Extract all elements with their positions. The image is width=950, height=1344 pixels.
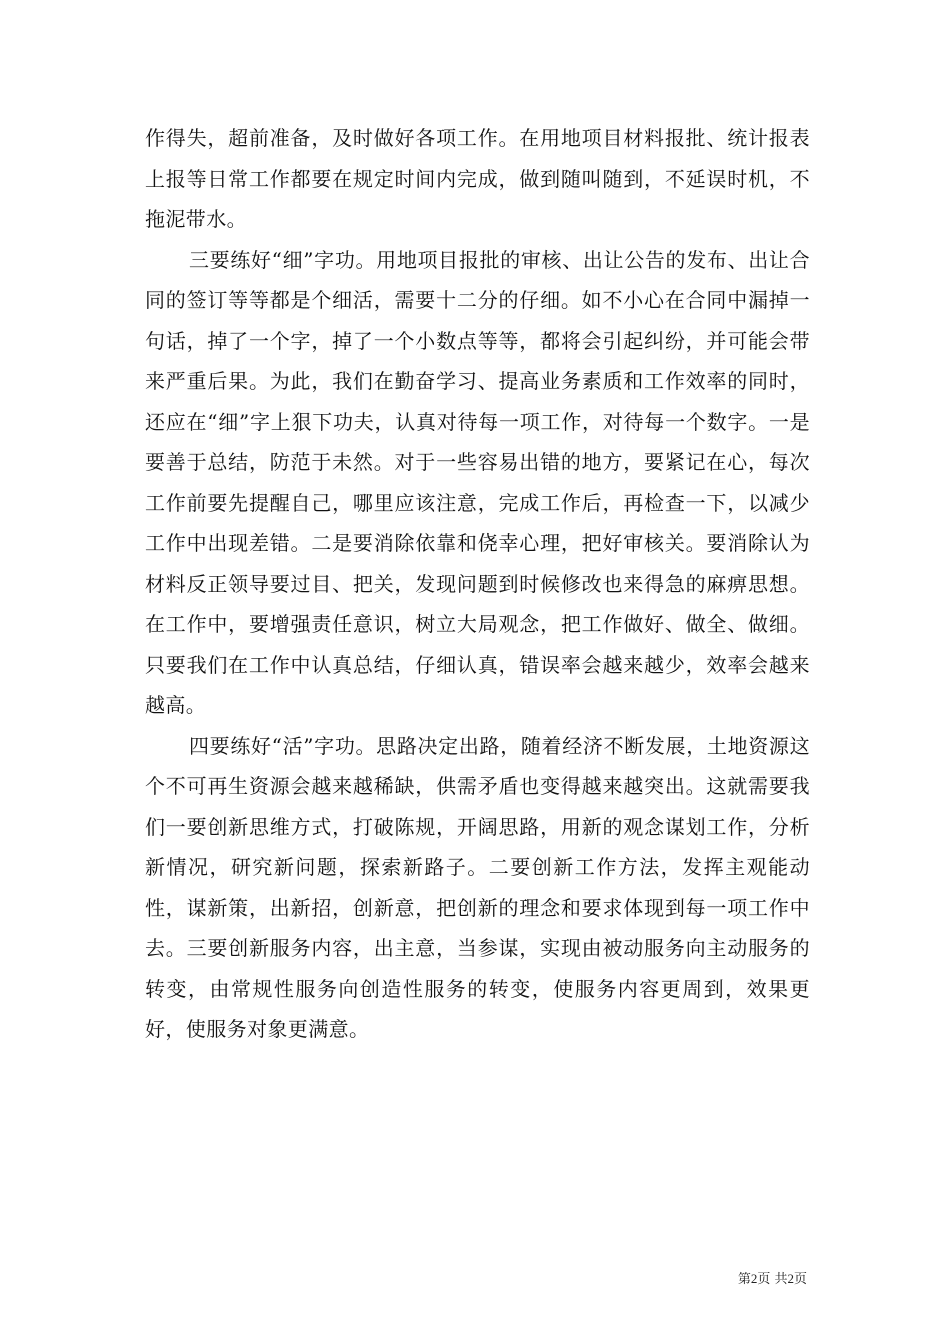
document-body — [145, 118, 810, 1050]
footer-page-number: 2 — [750, 1271, 758, 1286]
footer-prefix: 第 — [737, 1272, 751, 1287]
paragraph-huo-skill: 四要练好“活”字功。思路决定出路，随着经济不断发展，土地资源这个不可再生资源会越来越稀缺，供需矛盾也变得越来越突出。这就需要我们一要创新思维方式，打破陈规，开阔思路，用新的观念谋划工作，分析新情况，研究新问题，探索新路子。二要创新工作方法，发挥主观能动性，谋新策，出新招，创新意，把创新的理念和要求体现到每一项工作中去。三要创新服务内容，出主意，当参谋，实现由被动服务向主动服务的转变，由常规性服务向创造性服务的转变，使服务内容更周到，效果更好，使服务对象更满意。 — [145, 733, 810, 1041]
footer-suffix: 页 — [793, 1272, 807, 1287]
paragraph-continuation: 作得失，超前准备，及时做好各项工作。在用地项目材料报批、统计报表上报等日常工作都要在规定时间内完成，做到随叫随到，不延误时机，不拖泥带水。 — [145, 126, 810, 231]
paragraph-xi-skill: 三要练好“细”字功。用地项目报批的审核、出让公告的发布、出让合同的签订等等都是个细活，需要十二分的仔细。如不小心在合同中漏掉一句话，掉了一个字，掉了一个小数点等等，都将会引起纠纷，并可能会带来严重后果。为此，我们在勤奋学习、提高业务素质和工作效率的同时，还应在“细”字上狠下功夫，认真对待每一项工作，对待每一个数字。一是要善于总结，防范于未然。对于一些容易出错的地方，要紧记在心，每次工作前要先提醒自己，哪里应该注意，完成工作后，再检查一下，以减少工作中出现差错。二是要消除依靠和侥幸心理，把好审核关。要消除认为材料反正领导要过目、把关，发现问题到时候修改也来得急的麻痹思想。在工作中，要增强责任意识，树立大局观念，把工作做好、做全、做细。只要我们在工作中认真总结，仔细认真，错误率会越来越少，效率会越来越高。 — [145, 247, 810, 717]
page-footer — [738, 1270, 807, 1289]
footer-middle: 页 共 — [757, 1272, 788, 1287]
footer-total-pages: 2 — [787, 1271, 794, 1286]
